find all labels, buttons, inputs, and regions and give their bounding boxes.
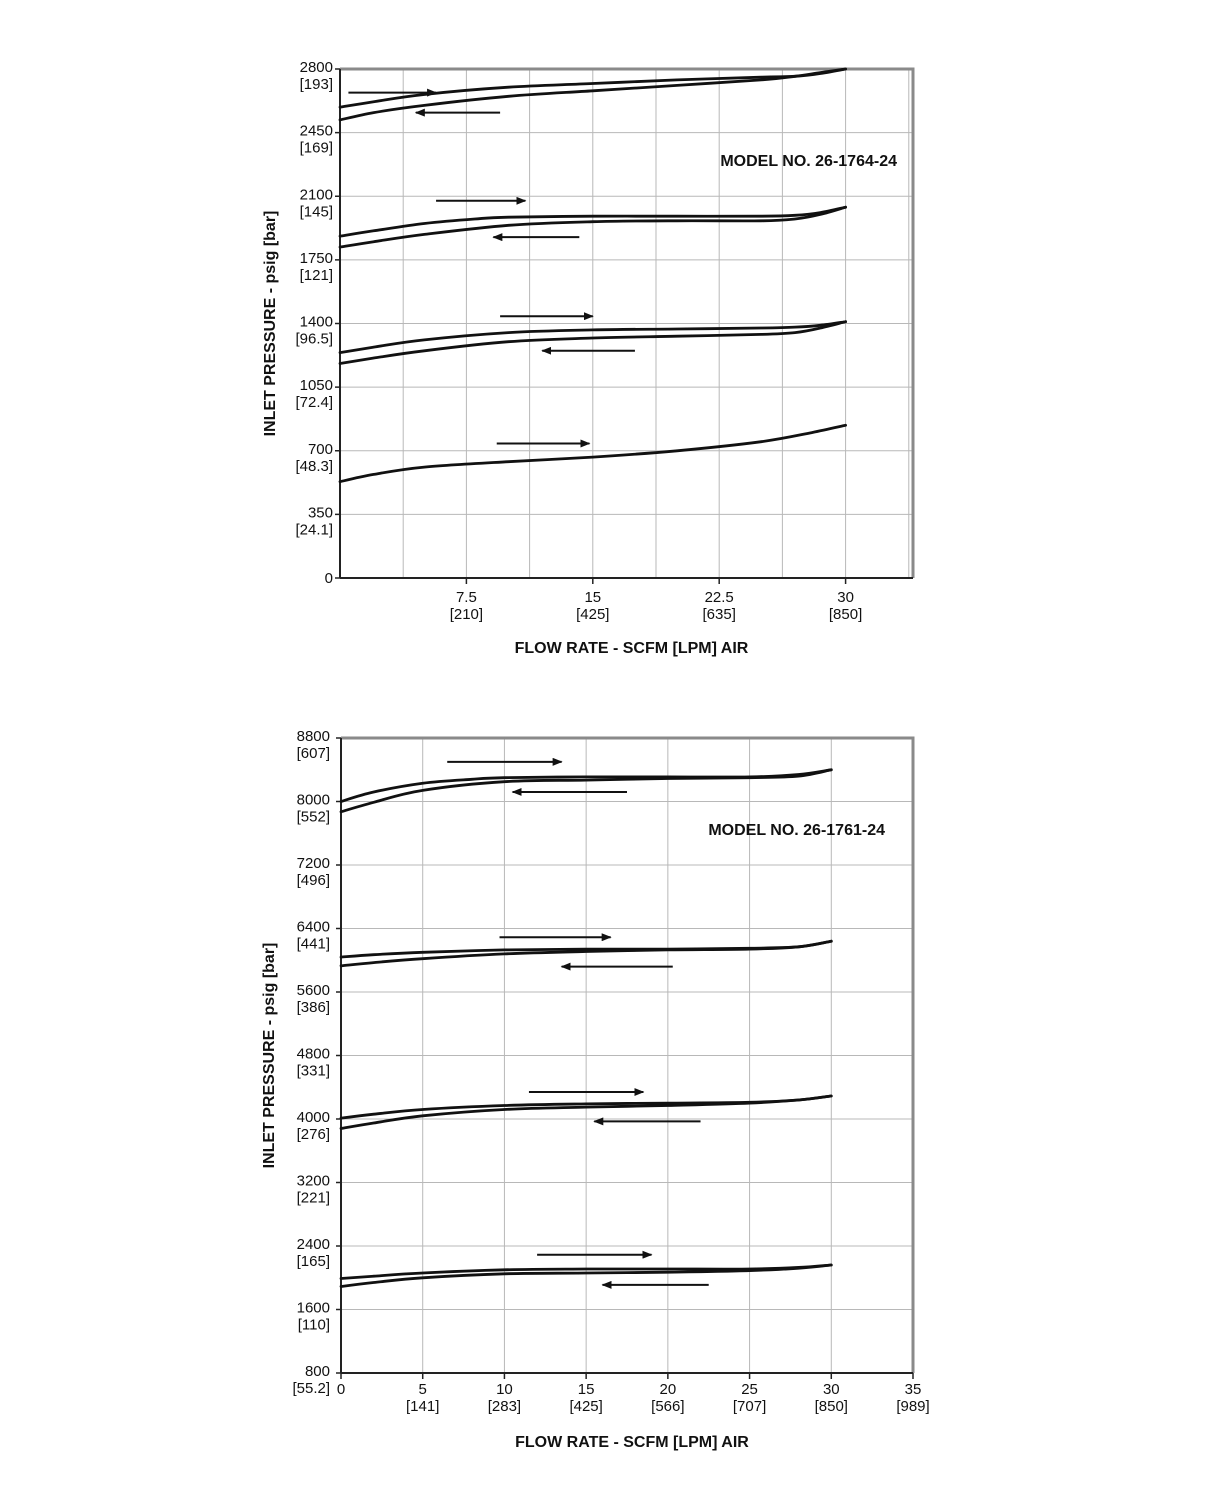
y-tick-sublabel: [72.4] xyxy=(295,394,333,412)
y-tick-sublabel: [145] xyxy=(299,203,333,221)
y-tick-sublabel: [121] xyxy=(299,266,333,284)
x-tick-sublabel: [989] xyxy=(896,1398,930,1415)
x-tick-sublabel: [850] xyxy=(814,1398,848,1415)
y-tick-sublabel: [607] xyxy=(296,745,330,762)
x-tick-label: 7.5 xyxy=(455,589,477,606)
x-tick-label: 15 xyxy=(577,1381,595,1398)
x-tick-label: 20 xyxy=(659,1381,677,1398)
x-tick-label: 35 xyxy=(904,1381,922,1398)
y-tick-label: 8800 xyxy=(296,728,330,745)
y-tick-label: 350 xyxy=(307,504,333,522)
y-tick-sublabel: [165] xyxy=(296,1253,330,1270)
y-tick-sublabel: [193] xyxy=(299,76,333,93)
x-tick-sublabel: [566] xyxy=(651,1398,685,1415)
model-number-label: MODEL NO. 26-1761-24 xyxy=(708,822,885,839)
y-tick-label: 1600 xyxy=(296,1299,330,1317)
y-tick-label: 0 xyxy=(324,570,333,587)
y-tick-label: 3200 xyxy=(296,1172,330,1190)
y-tick-label: 1750 xyxy=(299,249,333,267)
x-tick-sublabel: [635] xyxy=(702,606,736,623)
y-tick-sublabel: [24.1] xyxy=(295,521,333,539)
y-tick-label: 8000 xyxy=(296,791,330,809)
y-tick-label: 4000 xyxy=(296,1109,330,1126)
y-tick-label: 4800 xyxy=(296,1045,330,1063)
y-tick-label: 2450 xyxy=(299,122,333,140)
y-tick-sublabel: [48.3] xyxy=(295,457,333,475)
y-tick-sublabel: [331] xyxy=(296,1062,330,1080)
y-tick-sublabel: [276] xyxy=(296,1126,330,1143)
x-tick-label: 10 xyxy=(496,1381,513,1398)
y-tick-sublabel: [386] xyxy=(296,999,330,1016)
y-tick-sublabel: [496] xyxy=(296,872,330,889)
y-tick-label: 7200 xyxy=(296,855,330,872)
x-tick-sublabel: [707] xyxy=(732,1398,767,1415)
x-tick-sublabel: [283] xyxy=(487,1398,522,1415)
y-tick-sublabel: [441] xyxy=(296,935,330,953)
y-tick-sublabel: [55.2] xyxy=(292,1380,330,1397)
x-axis-title: FLOW RATE - SCFM [LPM] AIR xyxy=(514,640,749,657)
chart-model-26-1764-24 xyxy=(262,59,913,657)
x-tick-sublabel: [210] xyxy=(449,606,484,623)
x-tick-label: 30 xyxy=(837,589,854,606)
y-tick-sublabel: [110] xyxy=(297,1316,330,1334)
y-tick-label: 2100 xyxy=(299,186,333,204)
x-tick-sublabel: [850] xyxy=(828,606,863,623)
chart-model-26-1761-24 xyxy=(261,728,930,1451)
x-axis-title: FLOW RATE - SCFM [LPM] AIR xyxy=(515,1434,749,1451)
x-tick-label: 0 xyxy=(336,1381,346,1398)
x-tick-sublabel: [425] xyxy=(569,1398,603,1415)
x-tick-sublabel: [425] xyxy=(576,606,610,623)
model-number-label: MODEL NO. 26-1764-24 xyxy=(720,153,897,170)
x-tick-label: 30 xyxy=(822,1381,840,1398)
y-tick-sublabel: [552] xyxy=(296,808,330,826)
y-tick-label: 1050 xyxy=(299,377,333,395)
y-tick-label: 1400 xyxy=(299,313,333,331)
y-tick-label: 2800 xyxy=(299,59,333,76)
x-tick-sublabel: [141] xyxy=(406,1398,440,1415)
y-tick-label: 5600 xyxy=(296,982,330,999)
x-tick-label: 25 xyxy=(741,1381,758,1398)
y-tick-label: 6400 xyxy=(296,918,330,936)
y-tick-sublabel: [221] xyxy=(296,1189,330,1207)
y-tick-label: 700 xyxy=(307,440,333,458)
y-axis-title: INLET PRESSURE - psig [bar] xyxy=(261,942,278,1169)
y-tick-sublabel: [96.5] xyxy=(295,330,333,348)
y-tick-label: 2400 xyxy=(296,1236,330,1253)
x-tick-label: 15 xyxy=(584,589,602,606)
y-tick-label: 800 xyxy=(304,1363,330,1380)
x-tick-label: 5 xyxy=(418,1381,427,1398)
x-tick-label: 22.5 xyxy=(704,589,734,606)
y-axis-title: INLET PRESSURE - psig [bar] xyxy=(262,210,279,437)
y-tick-sublabel: [169] xyxy=(299,139,333,157)
